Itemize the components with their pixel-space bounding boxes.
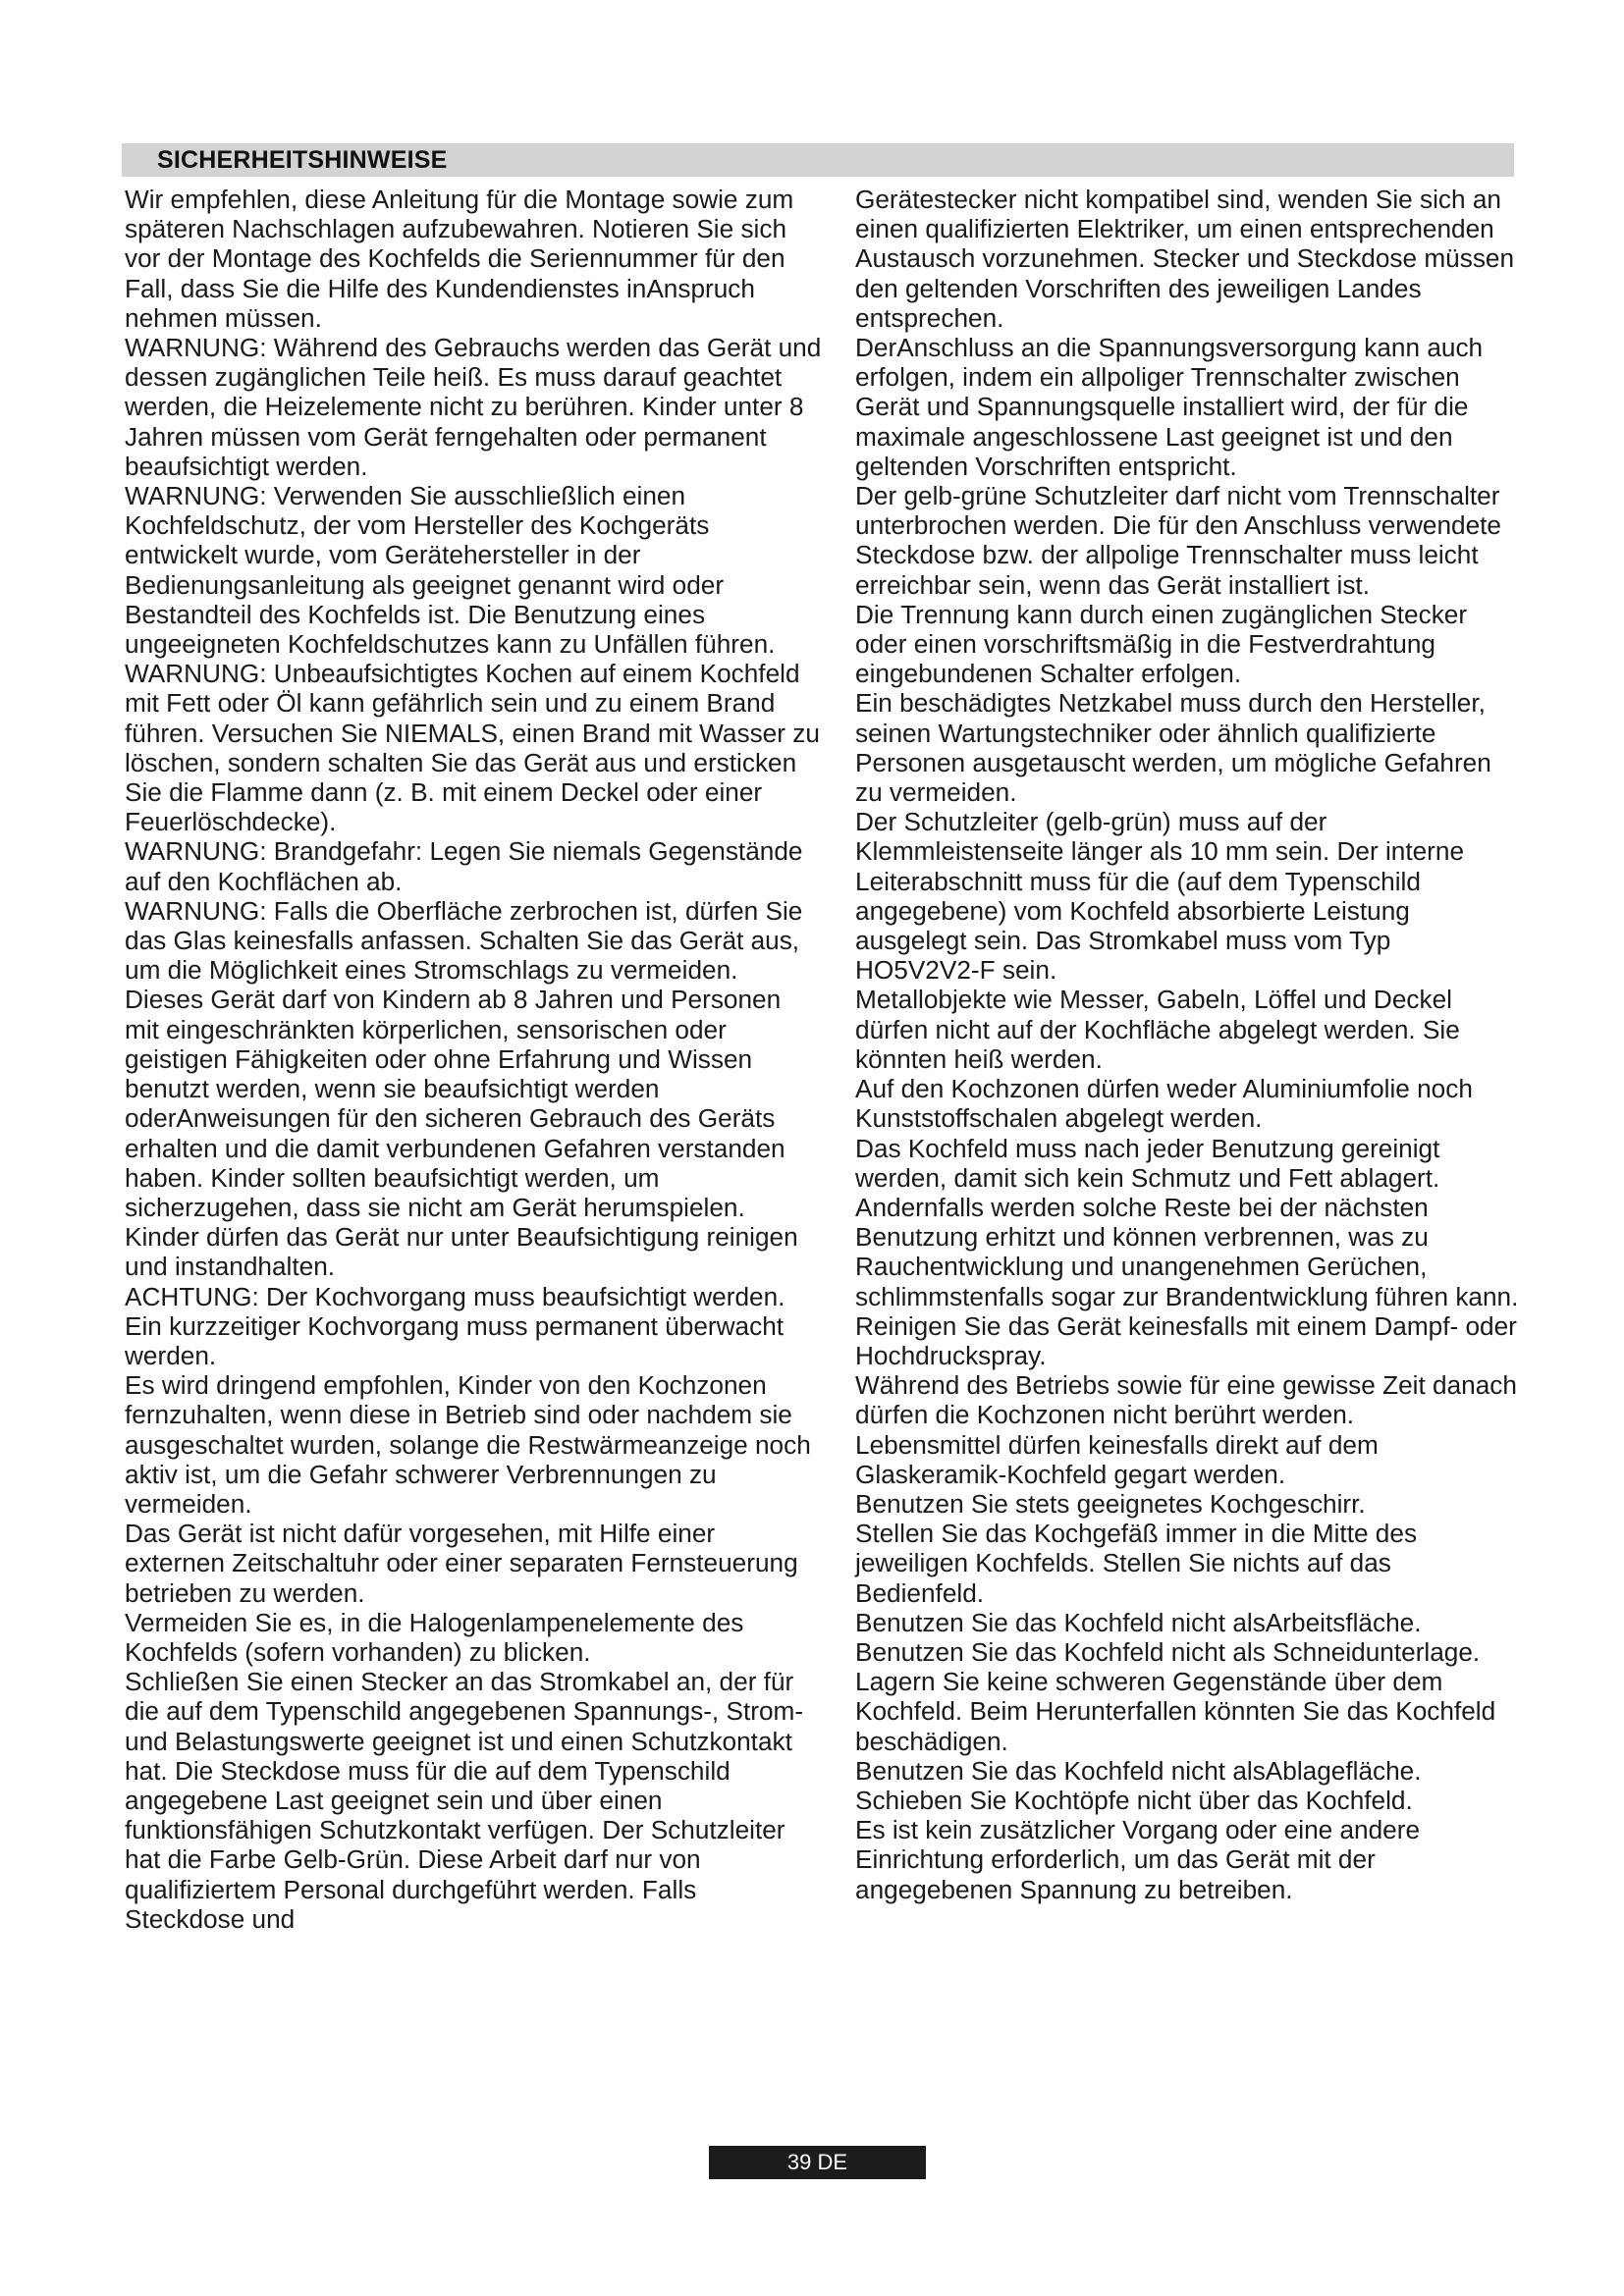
paragraph: Benutzen Sie das Kochfeld nicht alsArbeitsfläche. xyxy=(855,1607,1422,1637)
paragraph: WARNUNG: Unbeaufsichtigtes Kochen auf einem Kochfeld mit Fett oder Öl kann gefährlich sein und zu einem Brand führen. Versuchen Sie NIEMALS, einen Brand mit Wasser zu löschen, sondern schalten Sie das Gerät aus und ersticken Sie die Flamme dann (z. B. mit einem Deckel oder einer Feuerlöschdecke). xyxy=(125,659,820,837)
section-header-bar xyxy=(122,143,1514,177)
paragraph: WARNUNG: Verwenden Sie ausschließlich einen Kochfeldschutz, der vom Hersteller des Kochgeräts entwickelt wurde, vom Gerätehersteller in der Bedienungsanleitung als geeignet genannt wird oder Bestandteil des Kochfelds ist. Die Benutzung eines ungeeigneten Kochfeldschutzes kann zu Unfällen führen. xyxy=(125,481,776,660)
paragraph: Das Gerät ist nicht dafür vorgesehen, mit Hilfe einer externen Zeitschaltuhr oder einer separaten Fernsteuerung betrieben zu werden. xyxy=(125,1519,798,1608)
paragraph: Vermeiden Sie es, in die Halogenlampenelemente des Kochfelds (sofern vorhanden) zu blicken. xyxy=(125,1607,744,1667)
paragraph: Schließen Sie einen Stecker an das Stromkabel an, der für die auf dem Typenschild angegebenen Spannungs-, Strom- und Belastungswerte geeignet ist und einen Schutzkontakt hat. Die Steckdose muss für die auf dem Typenschild angegebene Last geeignet sein und über einen funktionsfähigen Schutzkontakt verfügen. Der Schutzleiter hat die Farbe Gelb-Grün. Diese Arbeit darf nur von qualifiziertem Personal durchgeführt werden. Falls Steckdose und xyxy=(125,1667,804,1934)
paragraph: Es ist kein zusätzlicher Vorgang oder eine andere Einrichtung erforderlich, um das Gerät mit der angegebenen Spannung zu betreiben. xyxy=(855,1815,1421,1904)
paragraph: Während des Betriebs sowie für eine gewisse Zeit danach dürfen die Kochzonen nicht berührt werden. xyxy=(855,1370,1517,1430)
paragraph: Reinigen Sie das Gerät keinesfalls mit einem Dampf- oder Hochdruckspray. xyxy=(855,1310,1517,1370)
paragraph: Der Schutzleiter (gelb-grün) muss auf der Klemmleistenseite länger als 10 mm sein. Der interne Leiterabschnitt muss für die (auf dem Typenschild angegebene) vom Kochfeld absorbierte Leistung ausgelegt sein. Das Stromkabel muss vom Typ HO5V2V2-F sein. xyxy=(855,807,1465,986)
paragraph: Der gelb-grüne Schutzleiter darf nicht vom Trennschalter unterbrochen werden. Die für den Anschluss verwendete Steckdose bzw. der allpolige Trennschalter muss leicht erreichbar sein, wenn das Gerät installiert ist. xyxy=(855,481,1501,600)
paragraph: Benutzen Sie stets geeignetes Kochgeschirr. xyxy=(855,1488,1366,1519)
paragraph: WARNUNG: Brandgefahr: Legen Sie niemals Gegenstände auf den Kochflächen ab. xyxy=(125,836,803,896)
paragraph: Metallobjekte wie Messer, Gabeln, Löffel und Deckel dürfen nicht auf der Kochfläche abgelegt werden. Sie könnten heiß werden. xyxy=(855,985,1460,1074)
paragraph: Dieses Gerät darf von Kindern ab 8 Jahren und Personen mit eingeschränkten körperlichen, sensorischen oder geistigen Fähigkeiten oder ohne Erfahrung und Wissen benutzt werden, wenn sie beaufsichtigt werden oderAnweisungen für den sicheren Gebrauch des Geräts erhalten und die damit verbundenen Gefahren verstanden haben. Kinder sollten beaufsichtigt werden, um sicherzugehen, dass sie nicht am Gerät herumspielen. Kinder dürfen das Gerät nur unter Beaufsichtigung reinigen und instandhalten. xyxy=(125,985,798,1282)
paragraph: Ein beschädigtes Netzkabel muss durch den Hersteller, seinen Wartungstechniker oder ähnlich qualifizierte Personen ausgetauscht werden, um mögliche Gefahren zu vermeiden. xyxy=(855,688,1491,808)
page-number-label: 39 DE xyxy=(709,2146,926,2179)
paragraph: Lagern Sie keine schweren Gegenstände über dem Kochfeld. Beim Herunterfallen könnten Sie das Kochfeld beschädigen. xyxy=(855,1667,1496,1756)
paragraph: Es wird dringend empfohlen, Kinder von den Kochzonen fernzuhalten, wenn diese in Betrieb sind oder nachdem sie ausgeschaltet wurden, solange die Restwärmeanzeige noch aktiv ist, um die Gefahr schwerer Verbrennungen zu vermeiden. xyxy=(125,1370,811,1519)
paragraph: Schieben Sie Kochtöpfe nicht über das Kochfeld. xyxy=(855,1785,1413,1815)
paragraph: WARNUNG: Falls die Oberfläche zerbrochen ist, dürfen Sie das Glas keinesfalls anfassen. Schalten Sie das Gerät aus, um die Möglichkeit eines Stromschlags zu vermeiden. xyxy=(125,895,803,986)
paragraph: ACHTUNG: Der Kochvorgang muss beaufsichtigt werden. Ein kurzzeitiger Kochvorgang muss permanent überwacht werden. xyxy=(125,1281,785,1370)
paragraph: Die Trennung kann durch einen zugänglichen Stecker oder einen vorschriftsmäßig in die Festverdrahtung eingebundenen Schalter erfolgen. xyxy=(855,599,1468,689)
right-text-column xyxy=(855,185,1519,1904)
paragraph: WARNUNG: Während des Gebrauchs werden das Gerät und dessen zugänglichen Teile heiß. Es muss darauf geachtet werden, die Heizelemente nicht zu berühren. Kinder unter 8 Jahren müssen vom Gerät ferngehalten oder permanent beaufsichtigt werden. xyxy=(125,333,822,481)
paragraph: Wir empfehlen, diese Anleitung für die Montage sowie zum späteren Nachschlagen aufzubewahren. Notieren Sie sich vor der Montage des Kochfelds die Seriennummer für den Fall, dass Sie die Hilfe des Kundendienstes inAnspruch nehmen müssen. xyxy=(125,185,794,333)
section-title: SICHERHEITSHINWEISE xyxy=(157,146,448,174)
paragraph: Stellen Sie das Kochgefäß immer in die Mitte des jeweiligen Kochfelds. Stellen Sie nichts auf das Bedienfeld. xyxy=(855,1519,1418,1608)
paragraph: Auf den Kochzonen dürfen weder Aluminiumfolie noch Kunststoffschalen abgelegt werden. xyxy=(855,1074,1473,1134)
left-text-column xyxy=(125,185,822,1934)
paragraph: Gerätestecker nicht kompatibel sind, wenden Sie sich an einen qualifizierten Elektriker, um einen entsprechenden Austausch vorzunehmen. Stecker und Steckdose müssen den geltenden Vorschriften des jeweiligen Landes entsprechen. xyxy=(855,185,1515,333)
paragraph: Benutzen Sie das Kochfeld nicht als Schneidunterlage. xyxy=(855,1636,1481,1667)
paragraph: Das Kochfeld muss nach jeder Benutzung gereinigt werden, damit sich kein Schmutz und Fett ablagert. Andernfalls werden solche Reste bei der nächsten Benutzung erhitzt und können verbrennen, was zu Rauchentwicklung und unangenehmen Gerüchen, schlimmstenfalls sogar zur Brandentwicklung führen kann. xyxy=(855,1133,1519,1311)
paragraph: DerAnschluss an die Spannungsversorgung kann auch erfolgen, indem ein allpoliger Trennschalter zwischen Gerät und Spannungsquelle installiert wird, der für die maximale angeschlossene Last geeignet ist und den geltenden Vorschriften entspricht. xyxy=(855,333,1484,481)
paragraph: Benutzen Sie das Kochfeld nicht alsAblagefläche. xyxy=(855,1755,1422,1786)
paragraph: Lebensmittel dürfen keinesfalls direkt auf dem Glaskeramik-Kochfeld gegart werden. xyxy=(855,1429,1379,1489)
